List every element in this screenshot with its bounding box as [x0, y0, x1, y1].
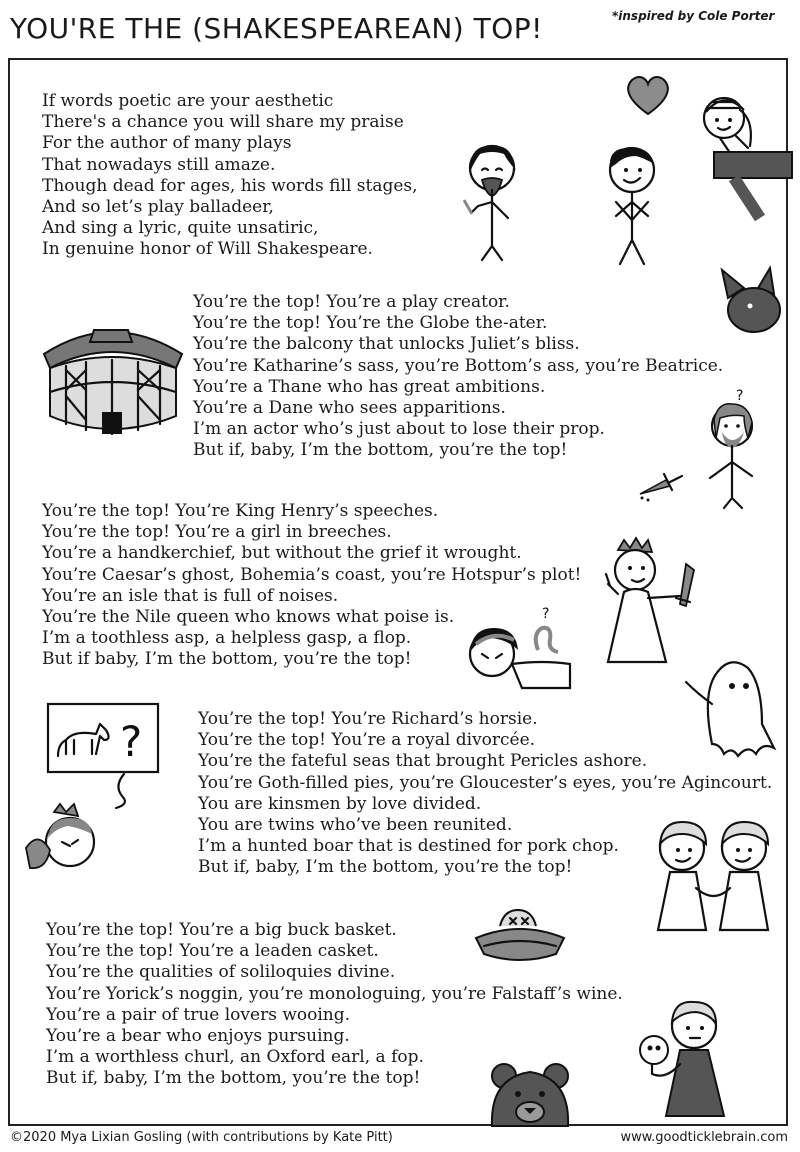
twins-icon	[650, 814, 780, 934]
verse-line: You’re the top! You’re a girl in breeches.	[42, 522, 392, 543]
verse-line: Though dead for ages, his words fill stages,	[42, 175, 418, 196]
verse-line: You’re the balcony that unlocks Juliet’s bliss.	[193, 334, 580, 355]
verse-line: You’re a handkerchief, but without the grief it wrought.	[42, 543, 522, 564]
verse-line: You are twins who’ve been reunited.	[198, 814, 513, 835]
verse-line: You’re Katharine’s sass, you’re Bottom’s ass, you’re Beatrice.	[193, 355, 724, 376]
verse-line: You’re the top! You’re King Henry’s speeches.	[42, 501, 439, 521]
website-footer[interactable]: www.goodticklebrain.com	[620, 1130, 788, 1145]
heart-icon	[622, 72, 674, 118]
horse-bubble-icon	[44, 700, 164, 810]
pie-icon	[470, 900, 570, 964]
dagger-icon	[636, 470, 684, 502]
verse-line: You’re Caesar’s ghost, Bohemia’s coast, you’re Hotspur’s plot!	[42, 564, 582, 585]
verse-line: And sing a lyric, quite unsatiric,	[42, 218, 319, 239]
verse-line: You’re the top! You’re a play creator.	[193, 292, 510, 312]
copyright-footer: ©2020 Mya Lixian Gosling (with contributions by Kate Pitt)	[10, 1130, 393, 1145]
verse-line: And so let’s play balladeer,	[42, 196, 274, 217]
verse-line: In genuine honor of Will Shakespeare.	[42, 239, 373, 260]
verse-line: You’re the top! You’re a big buck basket.	[46, 920, 397, 940]
verse-line: I’m a worthless churl, an Oxford earl, a fop.	[46, 1047, 424, 1068]
question-mark: ?	[542, 606, 550, 622]
verse-line: You’re the top! You’re a leaden casket.	[46, 941, 379, 962]
verse-line: You’re a pair of true lovers wooing.	[46, 1004, 351, 1025]
verse-line: You’re Goth-filled pies, you’re Gloucester’s eyes, you’re Agincourt.	[198, 772, 773, 793]
cleopatra-icon	[462, 604, 578, 690]
verse-line: You’re a Dane who sees apparitions.	[193, 397, 506, 418]
credit-note: *inspired by Cole Porter	[612, 9, 775, 23]
verse-line: You are kinsmen by love divided.	[198, 793, 482, 814]
verse-line: But if, baby, I’m the bottom, you’re the top!	[198, 857, 573, 878]
question-mark: ?	[736, 388, 744, 404]
shakespeare-icon	[458, 140, 528, 262]
king-icon	[590, 536, 706, 670]
verse-line: You’re the qualities of soliloquies divine.	[46, 962, 396, 983]
verse-line: I’m a hunted boar that is destined for pork chop.	[198, 836, 619, 857]
verse-line: You’re the Nile queen who knows what poise is.	[42, 606, 455, 627]
verse-line: But if, baby, I’m the bottom, you’re the top!	[193, 440, 568, 461]
verse-line: You’re an isle that is full of noises.	[42, 585, 339, 606]
verse-line: I’m an actor who’s just about to lose their prop.	[193, 419, 605, 440]
bear-icon	[484, 1058, 576, 1126]
verse-line: You’re the top! You’re a royal divorcée.	[198, 730, 536, 751]
donkey-icon	[718, 268, 782, 334]
verse-line: You’re Yorick’s noggin, you’re monologuing, you’re Falstaff’s wine.	[46, 983, 623, 1004]
verse-line: If words poetic are your aesthetic	[42, 91, 334, 111]
stanza-intro	[42, 91, 418, 261]
verse-line: But if baby, I’m the bottom, you’re the top!	[42, 649, 412, 670]
verse-line: There's a chance you will share my praise	[42, 112, 404, 133]
page-title: YOU'RE THE (SHAKESPEAREAN) TOP!	[10, 12, 543, 45]
hamlet-icon	[636, 994, 732, 1118]
richard-icon	[20, 804, 112, 884]
speech-bubble-mark: ?	[120, 717, 143, 766]
romeo-icon	[598, 140, 668, 268]
verse-line: You’re a Thane who has great ambitions.	[193, 376, 546, 397]
verse-line: That nowadays still amaze.	[42, 154, 276, 175]
stanza-1	[193, 292, 723, 462]
juliet-balcony-icon	[684, 90, 792, 220]
verse-line: But if, baby, I’m the bottom, you’re the top!	[46, 1068, 421, 1089]
verse-line: For the author of many plays	[42, 133, 292, 154]
verse-line: I’m a toothless asp, a helpless gasp, a flop.	[42, 628, 412, 649]
globe-theatre-icon	[36, 316, 188, 438]
actor-icon	[688, 386, 778, 510]
ghost-icon	[682, 654, 782, 760]
verse-line: You’re a bear who enjoys pursuing.	[46, 1025, 350, 1046]
verse-line: You’re the top! You’re Richard’s horsie.	[198, 709, 538, 729]
verse-line: You’re the fateful seas that brought Pericles ashore.	[198, 751, 648, 772]
verse-line: You’re the top! You’re the Globe the-ater.	[193, 313, 548, 334]
